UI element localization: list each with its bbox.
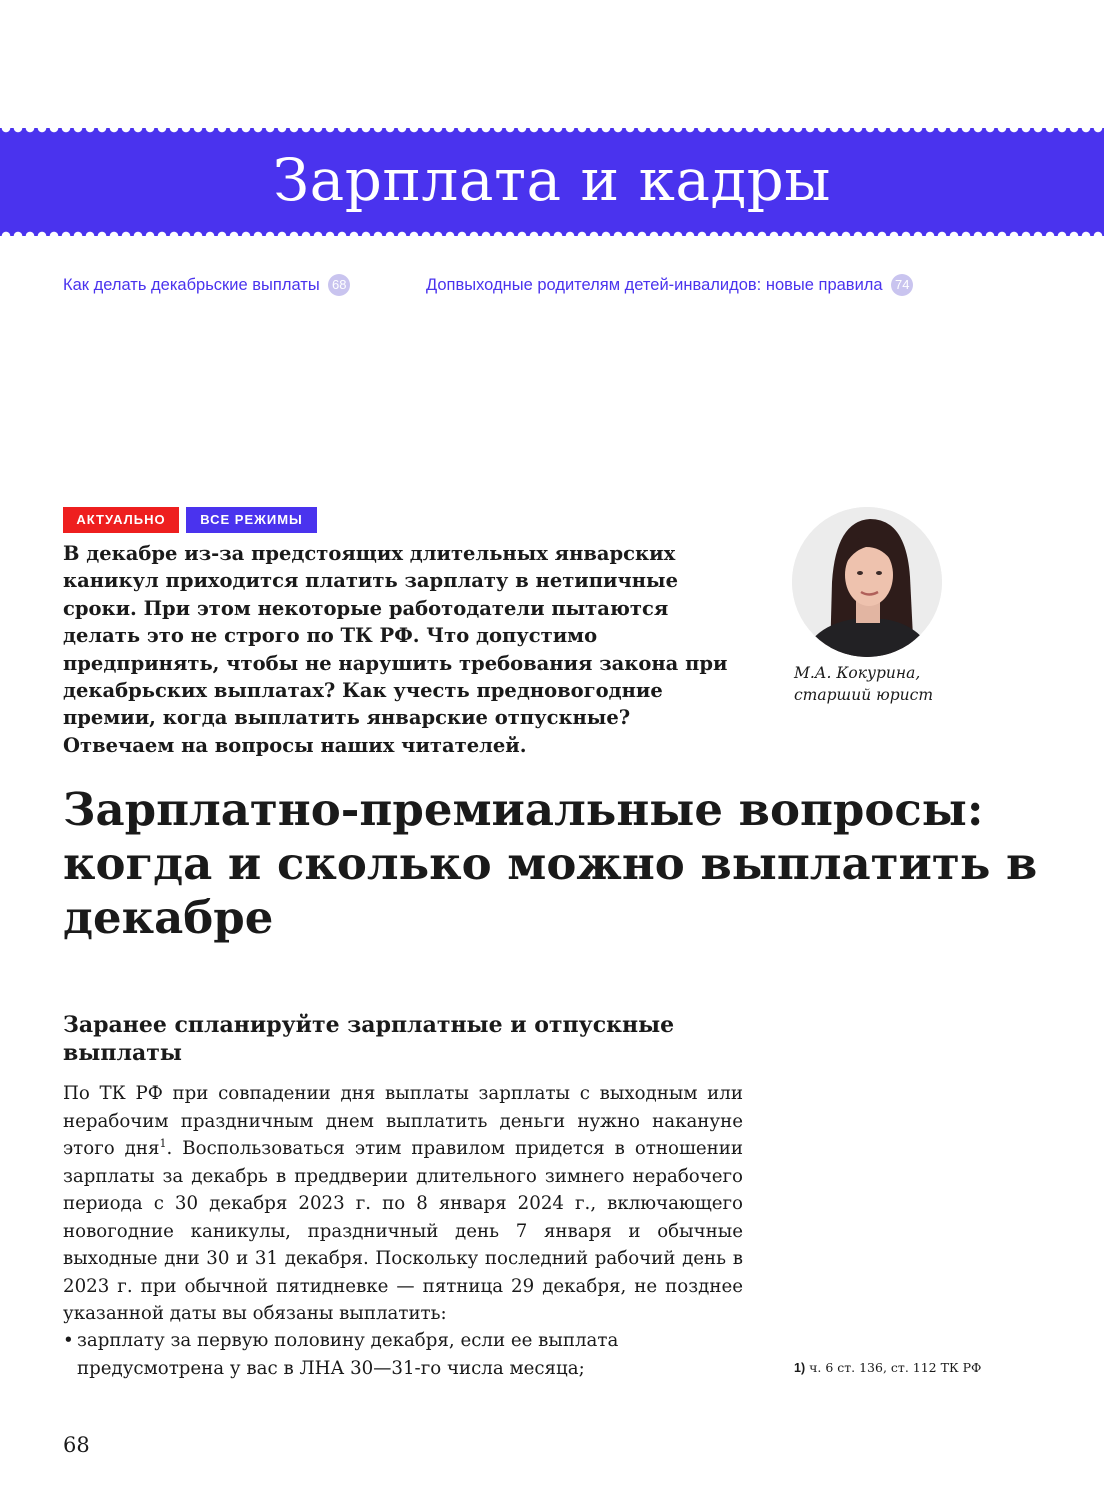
article-title: Зарплатно-премиальные вопросы: когда и сколько можно выплатить в декабре [63, 783, 1038, 944]
author-name: М.А. Кокурина, [794, 664, 921, 682]
author-role: старший юрист [794, 686, 934, 704]
list-item-text: зарплату за первую половину декабря, если ее выплата предусмотрена у вас в ЛНА 30—31-го числа месяца; [77, 1330, 619, 1379]
page-number: 68 [63, 1433, 90, 1457]
body-text-part2: . Воспользоваться этим правилом придется в отношении зарплаты за декабрь в преддверии длительного зимнего нерабочего периода с 30 декабря 2023 г. по 8 января 2024 г., включающего новогодние каникулы, праздничный день 7 января и обычные выходные дни 30 и 31 декабря. Поскольку последний рабочий день в 2023 г. при обычной пятидневке — пятница 29 декабря, не позднее указанной даты вы обязаны выплатить: [63, 1138, 743, 1324]
footnote-number: 1) [794, 1361, 806, 1375]
tag-actual: АКТУАЛЬНО [63, 507, 179, 533]
section-title: Зарплата и кадры [273, 146, 831, 214]
author-photo [792, 507, 942, 657]
footnote [794, 1360, 981, 1375]
crossref-page-badge: 68 [328, 274, 350, 296]
footnote-marker[interactable]: 1 [159, 1137, 167, 1150]
tag-all-regimes: ВСЕ РЕЖИМЫ [186, 507, 317, 533]
body-text-part1: По ТК РФ при совпадении дня выплаты зарплаты с выходным или нерабочим праздничным днем выплатить деньги нужно накануне этого дня [63, 1083, 743, 1159]
crossref-extra-days-off[interactable] [426, 274, 913, 296]
lead-paragraph: В декабре из-за предстоящих длительных январских каникул приходится платить зарплату в нетипичные сроки. При этом некоторые работодатели пытаются делать это не строго по ТК РФ. Что допустимо предпринять, чтобы не нарушить требования закона при декабрьских выплатах? Как учесть предновогодние премии, когда выплатить январские отпускные? Отвечаем на вопросы наших читателей. [63, 542, 728, 757]
crossref-december-payments[interactable] [63, 274, 350, 296]
author-caption [794, 662, 933, 706]
list-item [63, 1327, 743, 1382]
crossref-page-badge: 74 [891, 274, 913, 296]
bullet-icon: • [63, 1330, 74, 1351]
article-body-paragraph [63, 1080, 743, 1328]
crossref-text: Допвыходные родителям детей-инвалидов: новые правила [426, 276, 883, 294]
crossref-text: Как делать декабрьские выплаты [63, 276, 320, 294]
article-subheading: Заранее спланируйте зарплатные и отпускные выплаты [63, 1012, 675, 1066]
footnote-text: ч. 6 ст. 136, ст. 112 ТК РФ [809, 1360, 982, 1375]
